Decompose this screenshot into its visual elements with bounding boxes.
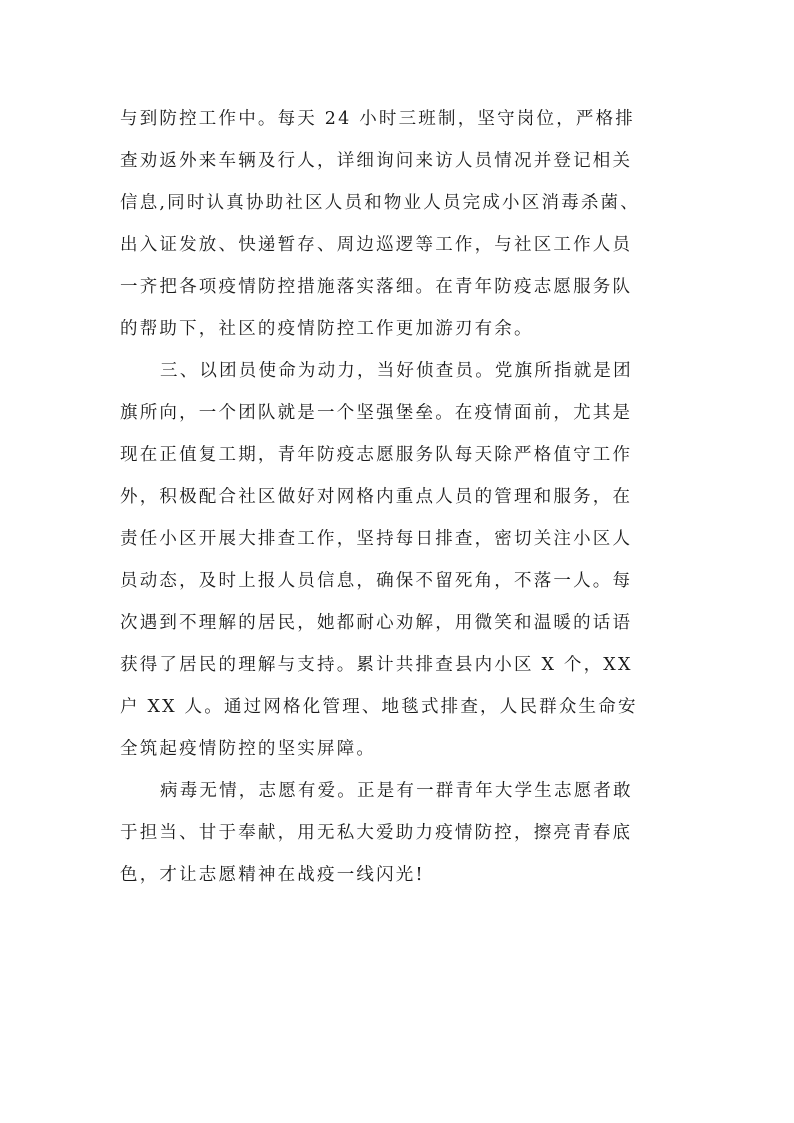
text-line: 获得了居民的理解与支持。累计共排查县内小区 X 个，XX [120,655,633,675]
text-line: 信息,同时认真协助社区人员和物业人员完成小区消毒杀菌、 [120,193,640,213]
text-line: 于担当、甘于奉献，用无私大爱助力疫情防控，擦亮青春底 [120,823,633,843]
text-line: 与到防控工作中。每天 24 小时三班制，坚守岗位，严格排 [120,109,635,129]
paragraph-first-line: 三、以团员使命为动力，当好侦查员。党旗所指就是团 [160,361,633,381]
text-line: 出入证发放、快递暂存、周边巡逻等工作，与社区工作人员 [120,235,633,255]
text-line: 外，积极配合社区做好对网格内重点人员的管理和服务，在 [120,487,633,507]
paragraph-first-line: 病毒无情，志愿有爱。正是有一群青年大学生志愿者敢 [160,781,633,801]
text-line: 查劝返外来车辆及行人，详细询问来访人员情况并登记相关 [120,151,633,171]
text-line: 全筑起疫情防控的坚实屏障。 [120,739,377,759]
text-line: 旗所向，一个团队就是一个坚强堡垒。在疫情面前，尤其是 [120,403,633,423]
text-line: 一齐把各项疫情防控措施落实落细。在青年防疫志愿服务队 [120,277,633,297]
text-line: 的帮助下，社区的疫情防控工作更加游刃有余。 [120,319,534,339]
text-line: 次遇到不理解的居民，她都耐心劝解，用微笑和温暖的话语 [120,613,633,633]
text-line: 户 XX 人。通过网格化管理、地毯式排查，人民群众生命安 [120,697,638,717]
text-line: 色，才让志愿精神在战疫一线闪光! [120,865,425,885]
text-line: 责任小区开展大排查工作，坚持每日排查，密切关注小区人 [120,529,633,549]
text-line: 员动态，及时上报人员信息，确保不留死角，不落一人。每 [120,571,633,591]
text-line: 现在正值复工期，青年防疫志愿服务队每天除严格值守工作 [120,445,633,465]
